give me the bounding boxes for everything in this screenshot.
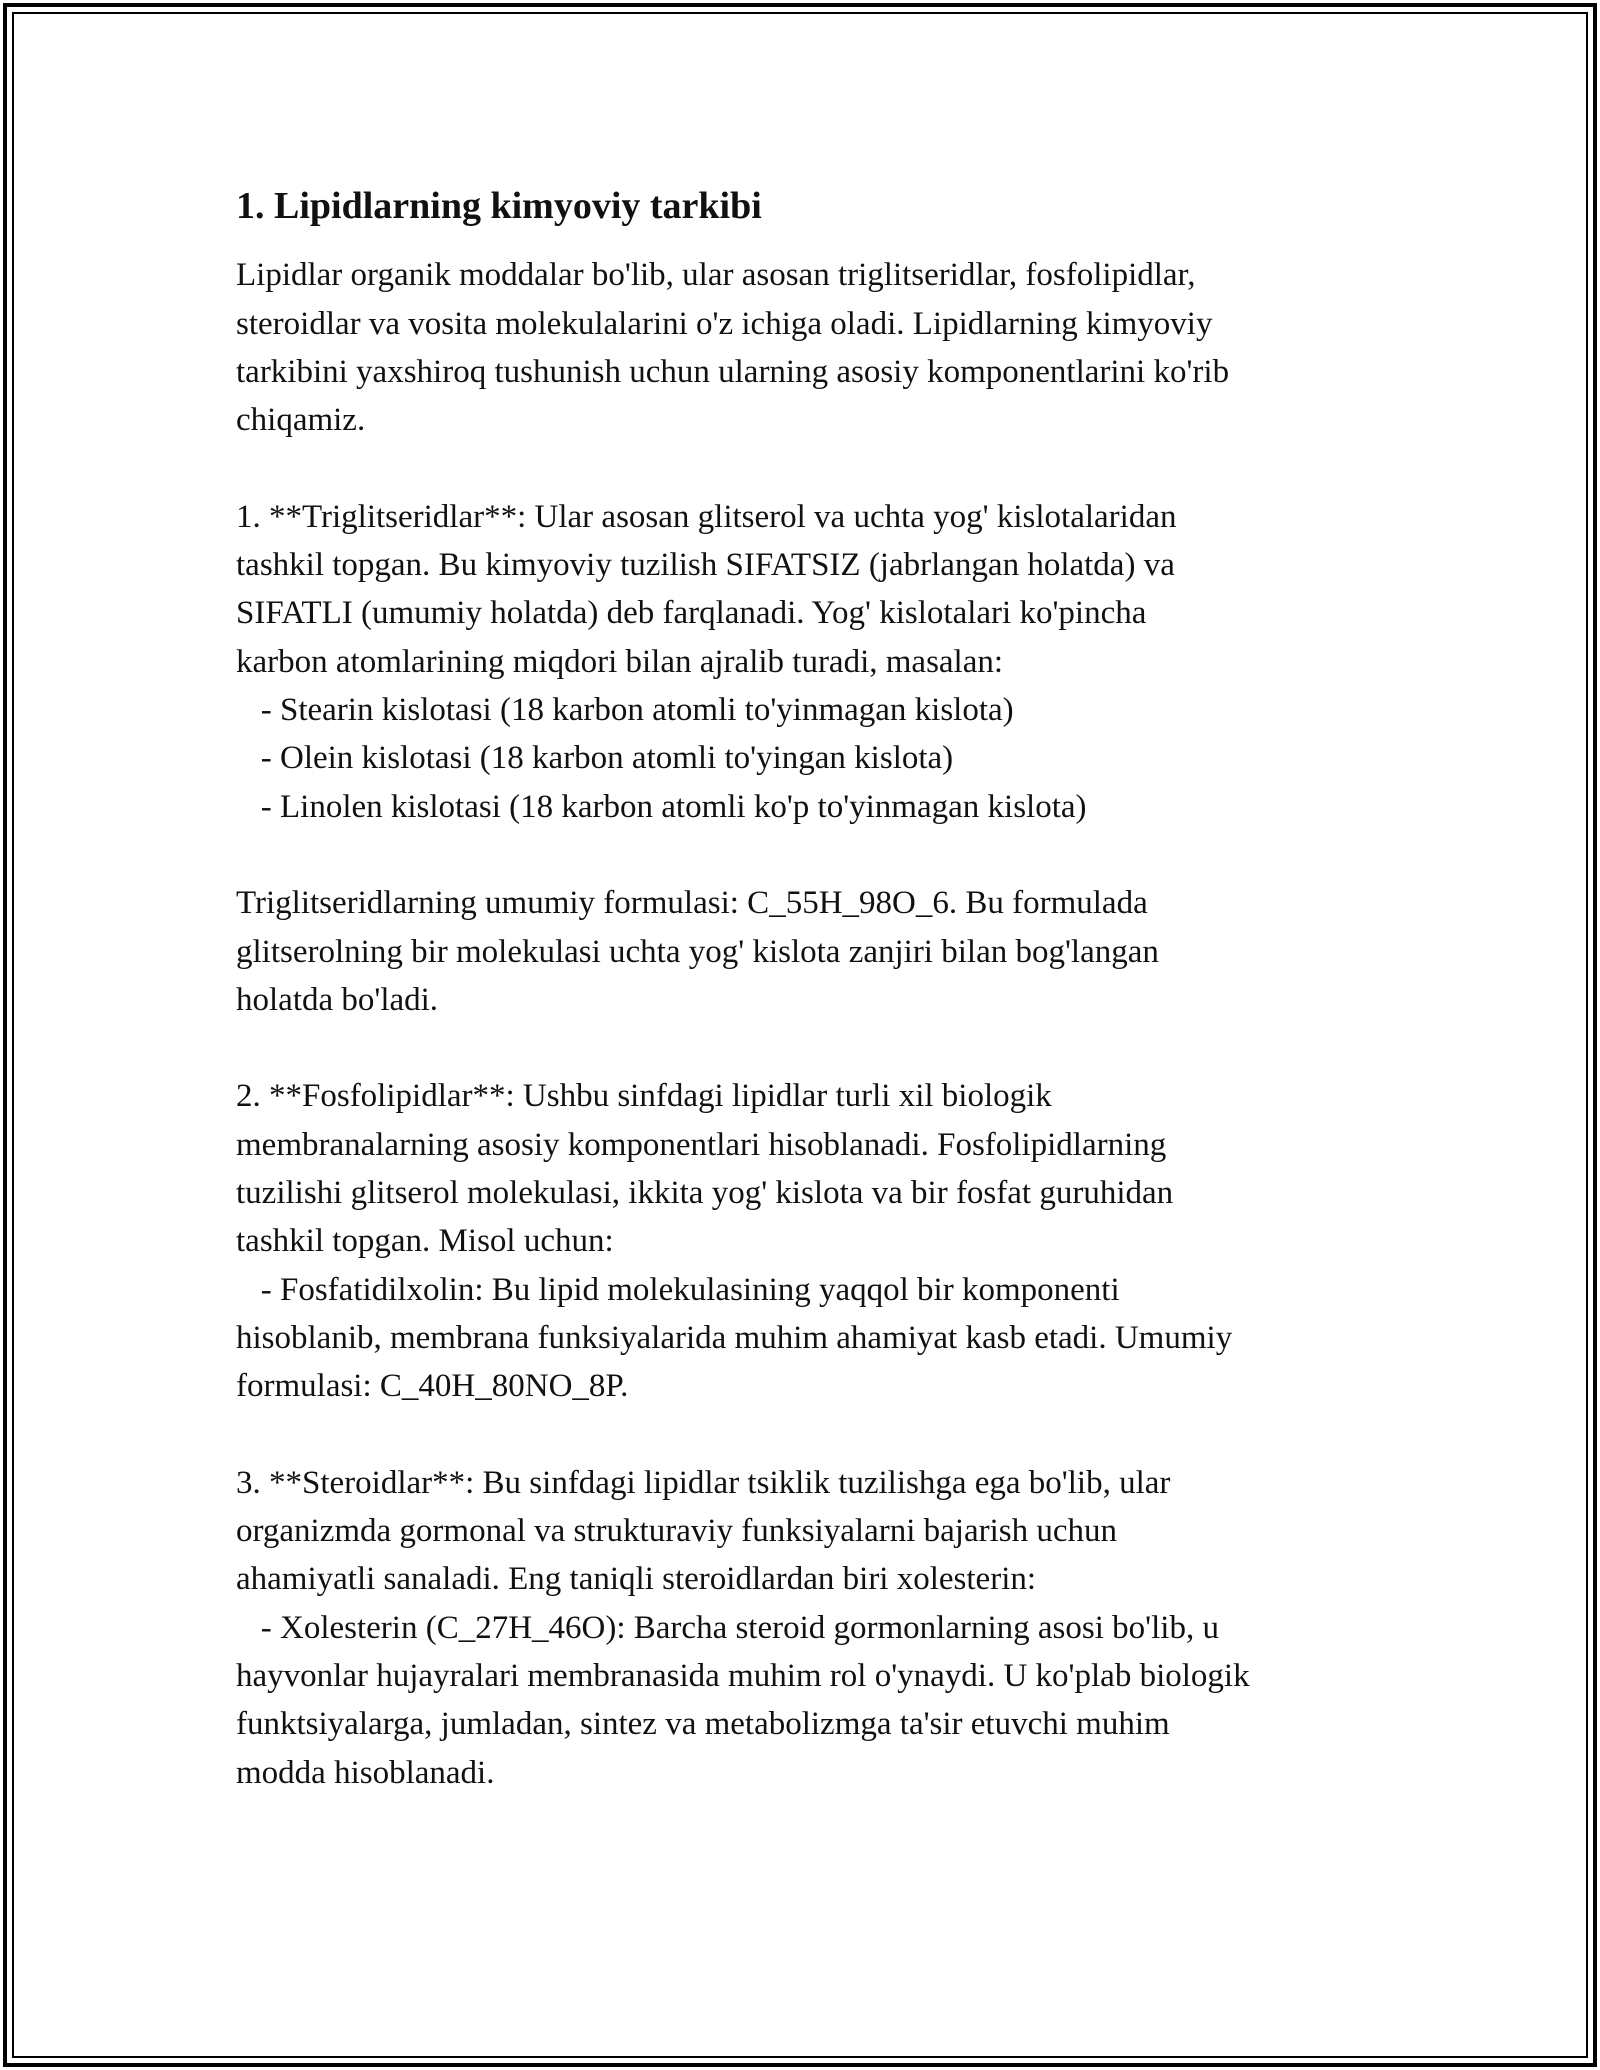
document-title: 1. Lipidlarning kimyoviy tarkibi xyxy=(236,185,762,227)
document-content xyxy=(236,182,1386,1797)
document-body: Lipidlar organik moddalar bo'lib, ular asosan triglitseridlar, fosfolipidlar, steroidlar va vosita molekulalarini o'z ichiga oladi. Lipidlarning kimyoviy tarkibini yaxshiroq tushunish uchun ularning asosiy komponentlarini ko'rib chiqamiz. 1. **Triglitseridlar**: Ular asosan glitserol va uchta yog' kislotalaridan tashkil topgan. Bu kimyoviy tuzilish SIFATSIZ (jabrlangan holatda) va SIFATLI (umumiy holatda) deb farqlanadi. Yog' kislotalari ko'pincha karbon atomlarining miqdori bilan ajralib turadi, masalan: - Stearin kislotasi (18 karbon atomli to'yinmagan kislota) - Olein kislotasi (18 karbon atomli to'yingan kislota) - Linolen kislotasi (18 karbon atomli ko'p to'yinmagan kislota) Triglitseridlarning umumiy formulasi: C_55H_98O_6. Bu formulada glitserolning bir molekulasi uchta yog' kislota zanjiri bilan bog'langan holatda bo'ladi. 2. **Fosfolipidlar**: Ushbu sinfdagi lipidlar turli xil biologik membranalarning asosiy komponentlari hisoblanadi. Fosfolipidlarning tuzilishi glitserol molekulasi, ikkita yog' kislota va bir fosfat guruhidan tashkil topgan. Misol uchun: - Fosfatidilxolin: Bu lipid molekulasining yaqqol bir komponenti hisoblanib, membrana funksiyalarida muhim ahamiyat kasb etadi. Umumiy formulasi: C_40H_80NO_8P. 3. **Steroidlar**: Bu sinfdagi lipidlar tsiklik tuzilishga ega bo'lib, ular organizmda gormonal va strukturaviy funksiyalarni bajarish uchun ahamiyatli sanaladi. Eng taniqli steroidlardan biri xolesterin: - Xolesterin (C_27H_46O): Barcha steroid gormonlarning asosi bo'lib, u hayvonlar hujayralari membranasida muhim rol o'ynaydi. U ko'plab biologik funktsiyalarga, jumladan, sintez va metabolizmga ta'sir etuvchi muhim modda hisoblanadi. xyxy=(236,257,1250,1791)
